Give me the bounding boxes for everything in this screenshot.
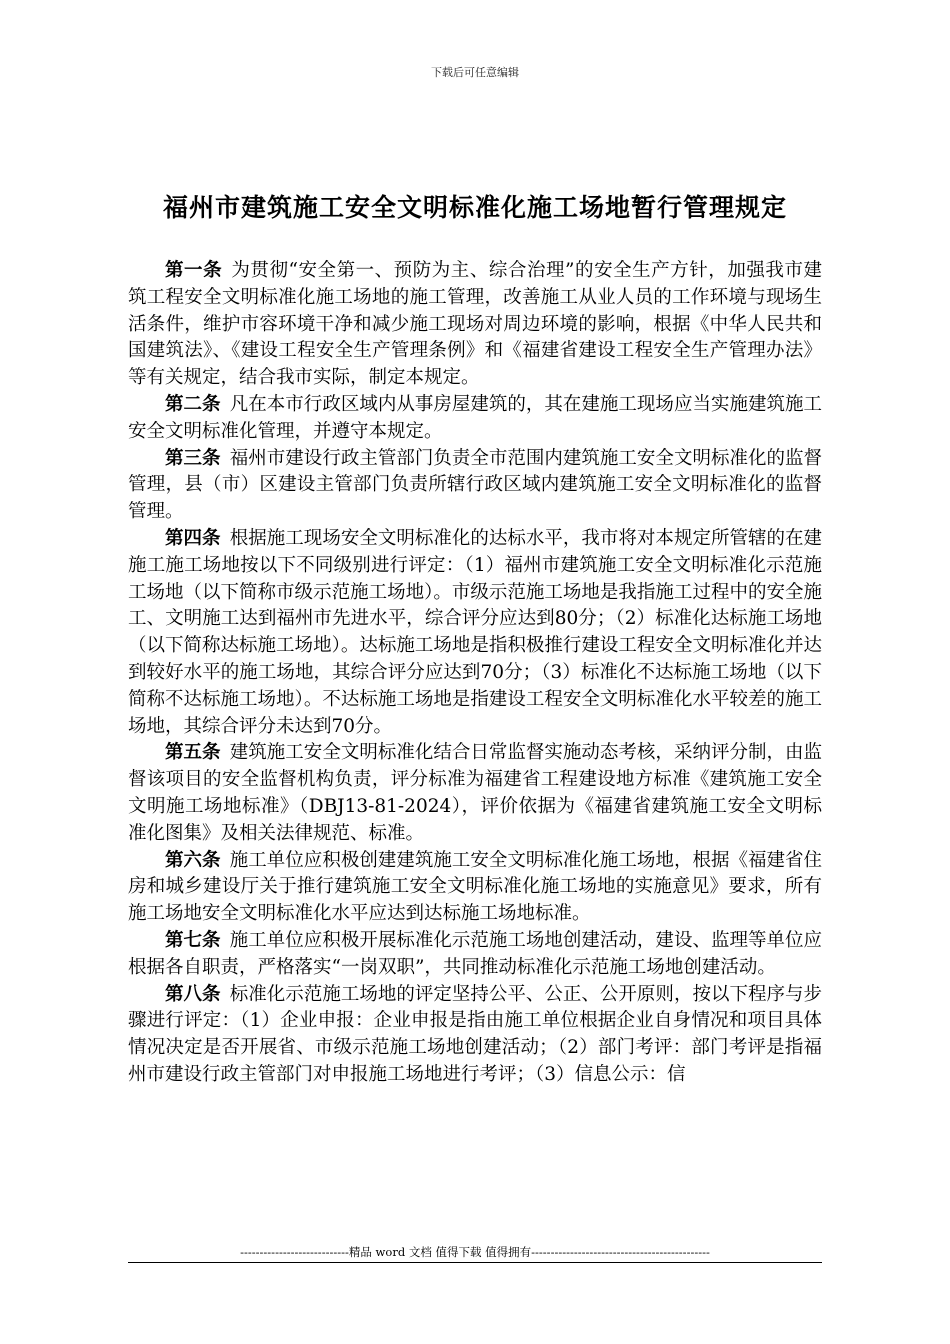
article-text: 施工单位应积极开展标准化示范施工场地创建活动，建设、监理等单位应根据各自职责，严格落实“一岗双职”，共同推动标准化示范施工场地创建活动。 bbox=[128, 929, 822, 978]
article-text: 福州市建设行政主管部门负责全市范围内建筑施工安全文明标准化的监督管理，县（市）区建设主管部门负责所辖行政区域内建筑施工安全文明标准化的监督管理。 bbox=[128, 447, 822, 523]
article-label: 第三条 bbox=[165, 447, 221, 469]
article-label: 第四条 bbox=[165, 527, 221, 549]
article-2 bbox=[128, 392, 822, 446]
article-4 bbox=[128, 526, 822, 740]
article-label: 第二条 bbox=[165, 393, 221, 415]
article-label: 第一条 bbox=[165, 260, 223, 281]
article-text: 根据施工现场安全文明标准化的达标水平，我市将对本规定所管辖的在建施工施工场地按以下不同级别进行评定：（1）福州市建筑施工安全文明标准化示范施工场地（以下简称市级示范施工场地）。市级示范施工场地是我指施工过程中的安全施工、文明施工达到福州市先进水平，综合评分应达到80分；（2）标准化达标施工场地（以下简称达标施工场地）。达标施工场地是指积极推行建设工程安全文明标准化并达到较好水平的施工场地，其综合评分应达到70分；（3）标准化不达标施工场地（以下简称不达标施工场地）。不达标施工场地是指建设工程安全文明标准化水平较差的施工场地，其综合评分未达到70分。 bbox=[128, 527, 822, 737]
article-5 bbox=[128, 740, 822, 847]
article-8 bbox=[128, 982, 822, 1089]
document-title: 福州市建筑施工安全文明标准化施工场地暂行管理规定 bbox=[162, 193, 787, 222]
article-text: 施工单位应积极创建建筑施工安全文明标准化施工场地，根据《福建省住房和城乡建设厅关于推行建筑施工安全文明标准化施工场地的实施意见》要求，所有施工场地安全文明标准化水平应达到达标施工场地标准。 bbox=[128, 849, 822, 925]
document-body bbox=[128, 258, 822, 1089]
footer-text: ----------------------------精品 word 文档 值得下载 值得拥有---------------------------------------------- bbox=[240, 1245, 710, 1259]
article-text: 标准化示范施工场地的评定坚持公平、公正、公开原则，按以下程序与步骤进行评定：（1）企业申报：企业申报是指由施工单位根据企业自身情况和项目具体情况决定是否开展省、市级示范施工场地创建活动；（2）部门考评：部门考评是指福州市建设行政主管部门对申报施工场地进行考评；（3）信息公示：信 bbox=[128, 983, 822, 1085]
article-label: 第七条 bbox=[165, 929, 221, 951]
footer-divider bbox=[128, 1262, 822, 1263]
article-text: 为贯彻“安全第一、预防为主、综合治理”的安全生产方针，加强我市建筑工程安全文明标准化施工场地的施工管理，改善施工从业人员的工作环境与现场生活条件，维护市容环境干净和减少施工现场对周边环境的影响，根据《中华人民共和国建筑法》、《建设工程安全生产管理条例》和《福建省建设工程安全生产管理办法》等有关规定，结合我市实际，制定本规定。 bbox=[128, 260, 822, 389]
header-note: 下载后可任意编辑 bbox=[431, 66, 519, 79]
article-label: 第五条 bbox=[165, 742, 221, 764]
article-label: 第六条 bbox=[165, 849, 221, 871]
article-text: 建筑施工安全文明标准化结合日常监督实施动态考核，采纳评分制，由监督该项目的安全监督机构负责，评分标准为福建省工程建设地方标准《建筑施工安全文明施工场地标准》（DBJ13-81-2024），评价依据为《福建省建筑施工安全文明标准化图集》及相关法律规范、标准。 bbox=[128, 742, 822, 844]
article-7 bbox=[128, 928, 822, 982]
article-label: 第八条 bbox=[165, 983, 221, 1005]
article-text: 凡在本市行政区域内从事房屋建筑的，其在建施工现场应当实施建筑施工安全文明标准化管理，并遵守本规定。 bbox=[128, 393, 822, 442]
article-1 bbox=[128, 258, 822, 392]
article-3 bbox=[128, 446, 822, 526]
article-6 bbox=[128, 848, 822, 928]
